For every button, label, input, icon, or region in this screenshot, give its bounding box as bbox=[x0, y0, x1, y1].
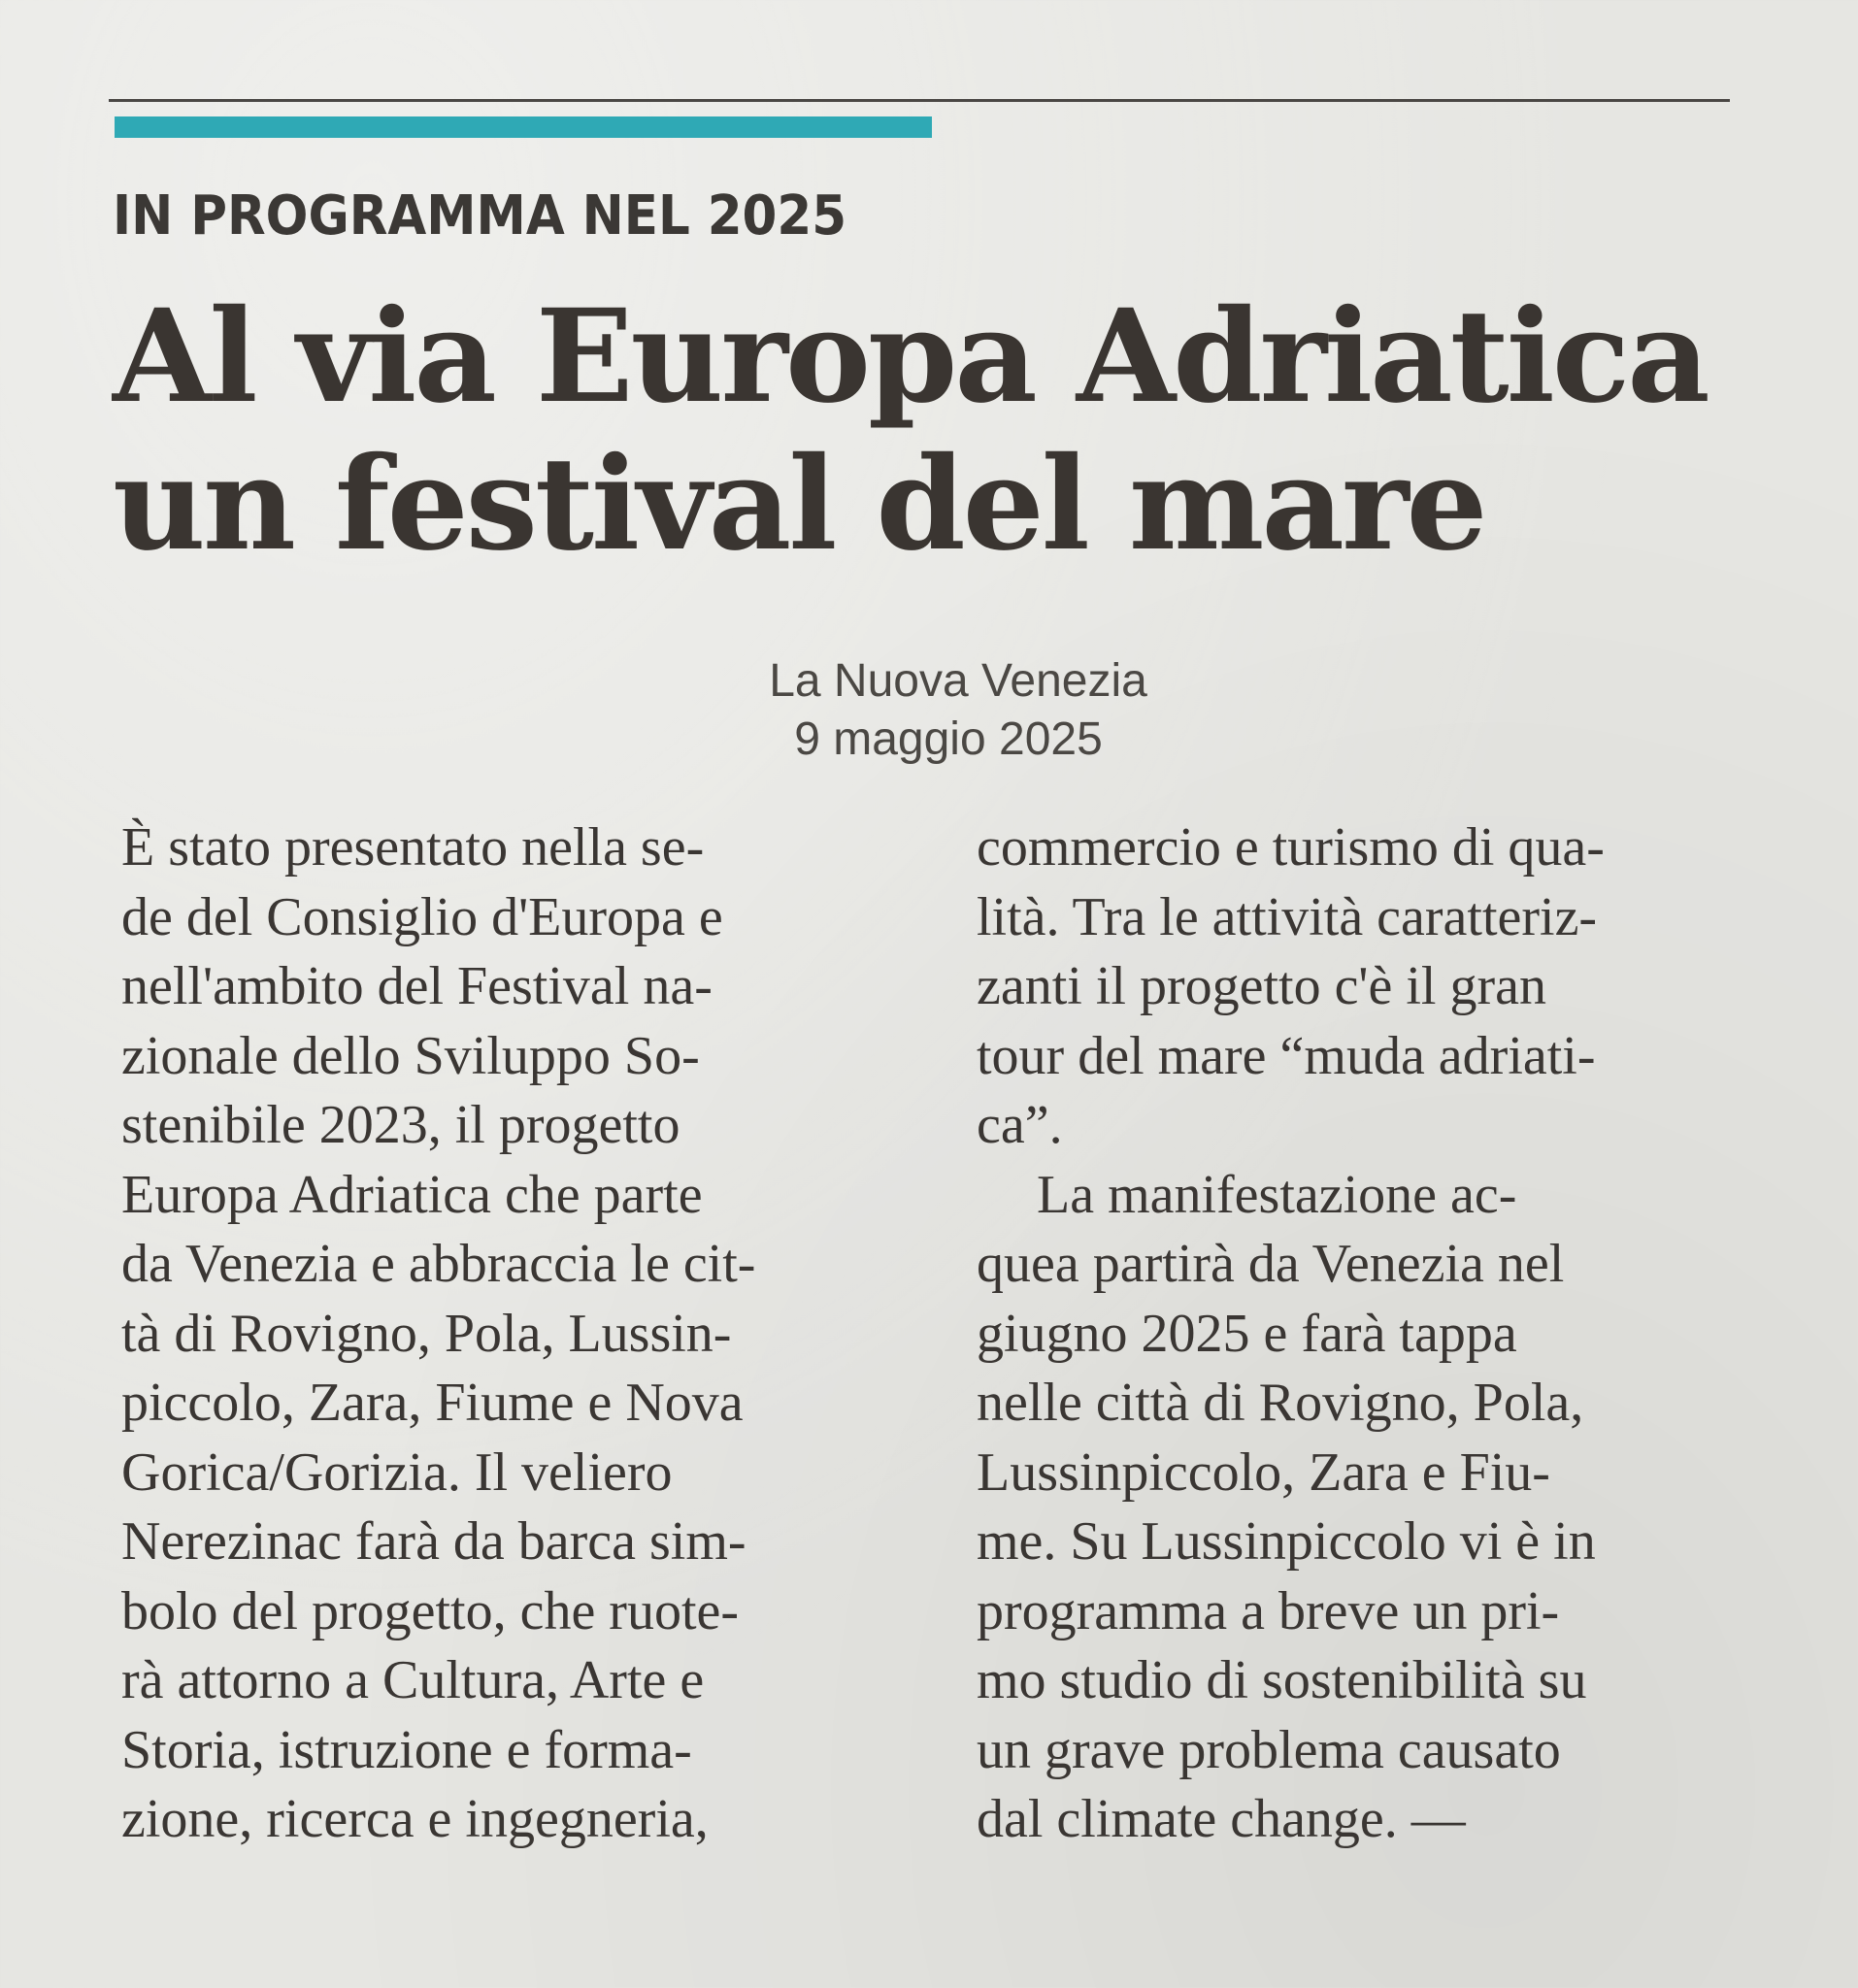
body-line: mo studio di sostenibilità su bbox=[977, 1650, 1587, 1710]
source-caption bbox=[0, 652, 1858, 769]
body-line: Lussinpiccolo, Zara e Fiu- bbox=[977, 1441, 1550, 1503]
body-line: È stato presentato nella se- bbox=[121, 817, 705, 878]
body-line: un grave problema causato bbox=[977, 1719, 1561, 1780]
body-line: quea partirà da Venezia nel bbox=[977, 1234, 1565, 1294]
body-line: dal climate change. — bbox=[977, 1789, 1466, 1849]
body-line: Storia, istruzione e forma- bbox=[121, 1719, 692, 1780]
headline-line-2: un festival del mare bbox=[113, 429, 1485, 580]
body-line: Nerezinac farà da barca sim- bbox=[121, 1511, 747, 1572]
accent-bar bbox=[115, 116, 932, 138]
body-line: nelle città di Rovigno, Pola, bbox=[977, 1373, 1584, 1433]
body-line: bolo del progetto, che ruote- bbox=[121, 1580, 740, 1641]
body-line: stenibile 2023, il progetto bbox=[121, 1095, 680, 1155]
top-rule bbox=[109, 99, 1730, 102]
body-line: tà di Rovigno, Pola, Lussin- bbox=[121, 1303, 732, 1364]
body-line: me. Su Lussinpiccolo vi è in bbox=[977, 1511, 1596, 1572]
body-line: de del Consiglio d'Europa e bbox=[121, 886, 723, 947]
body-line: tour del mare “muda adriati- bbox=[977, 1025, 1596, 1086]
body-line: ca”. bbox=[977, 1095, 1063, 1155]
body-line: zionale dello Sviluppo So- bbox=[121, 1025, 700, 1086]
body-line: Gorica/Gorizia. Il veliero bbox=[121, 1441, 673, 1503]
body-line: piccolo, Zara, Fiume e Nova bbox=[121, 1373, 744, 1433]
kicker: IN PROGRAMMA NEL 2025 bbox=[113, 184, 847, 248]
body-line: zione, ricerca e ingegneria, bbox=[121, 1789, 709, 1849]
body-line: lità. Tra le attività caratteriz- bbox=[977, 886, 1598, 947]
body-line: rà attorno a Cultura, Arte e bbox=[121, 1650, 705, 1710]
publication-name: La Nuova Venezia bbox=[769, 655, 1147, 707]
body-line: commercio e turismo di qua- bbox=[977, 817, 1605, 878]
body-line: giugno 2025 e farà tappa bbox=[977, 1303, 1517, 1364]
body-column-right bbox=[977, 813, 1734, 1855]
body-line: da Venezia e abbraccia le cit- bbox=[121, 1234, 756, 1294]
body-line: La manifestazione ac- bbox=[1037, 1164, 1517, 1225]
body-line: Europa Adriatica che parte bbox=[121, 1164, 703, 1225]
body-line: nell'ambito del Festival na- bbox=[121, 956, 713, 1016]
headline bbox=[113, 283, 1763, 579]
body-column-left bbox=[121, 813, 917, 1855]
publication-date: 9 maggio 2025 bbox=[794, 713, 1103, 765]
headline-line-1: Al via Europa Adriatica bbox=[113, 282, 1708, 432]
body-line: zanti il progetto c'è il gran bbox=[977, 956, 1546, 1016]
body-line: programma a breve un pri- bbox=[977, 1580, 1560, 1641]
